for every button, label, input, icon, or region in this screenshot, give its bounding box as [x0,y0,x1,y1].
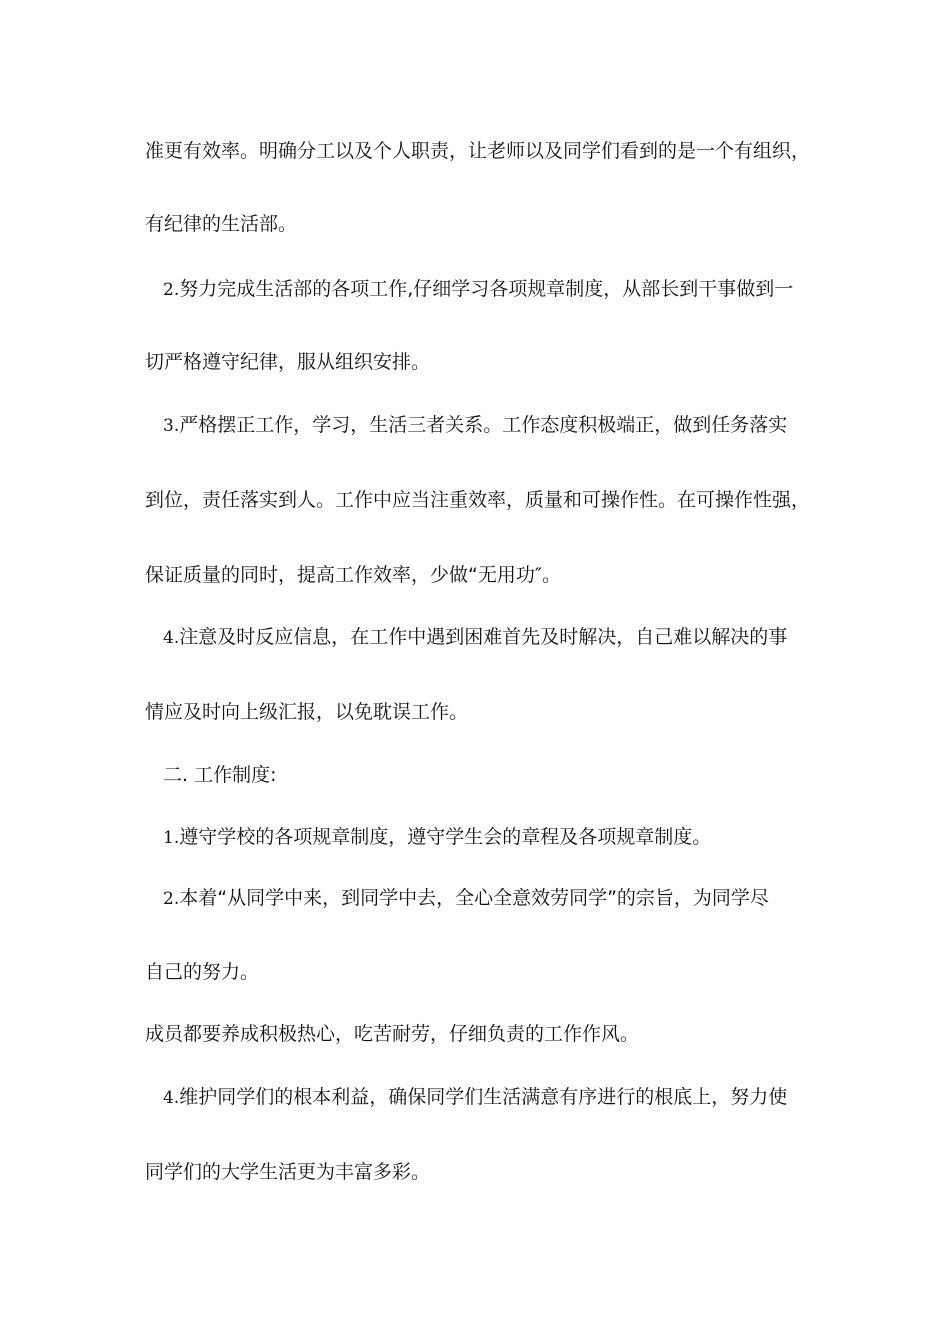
text-line: 情应及时向上级汇报，以免耽误工作。 [145,701,469,723]
list-item: 3.严格摆正工作，学习，生活三者关系。工作态度积极端正，做到任务落实 [163,414,788,436]
text-line: 切严格遵守纪律，服从组织安排。 [145,351,431,373]
list-item: 4.维护同学们的根本利益，确保同学们生活满意有序进行的根底上，努力使 [163,1086,788,1108]
text-line: 准更有效率。明确分工以及个人职责，让老师以及同学们看到的是一个有组织， [145,140,811,162]
list-item: 1.遵守学校的各项规章制度，遵守学生会的章程及各项规章制度。 [163,826,712,848]
list-item: 2.本着“从同学中来，到同学中去，全心全意效劳同学”的宗旨，为同学尽 [163,887,769,909]
item-number: 1. [163,828,180,848]
text-line: 到位，责任落实到人。工作中应当注重效率，质量和可操作性。在可操作性强， [145,489,811,511]
text-line: 保证质量的同时，提高工作效率，少做“无用功″。 [145,564,561,586]
item-number: 2. [163,280,180,300]
item-number: 4. [163,1088,180,1108]
text-line: 有纪律的生活部。 [145,213,298,235]
text-line: 同学们的大学生活更为丰富多彩。 [145,1161,431,1183]
list-item: 4.注意及时反应信息，在工作中遇到困难首先及时解决，自己难以解决的事 [163,626,788,648]
section-heading: 二. 工作制度: [163,764,277,786]
item-number: 4. [163,628,180,648]
list-item: 2.努力完成生活部的各项工作,仔细学习各项规章制度，从部长到干事做到一 [163,278,794,300]
item-number: 2. [163,889,180,909]
item-number: 3. [163,416,180,436]
text-line: 成员都要养成积极热心，吃苦耐劳，仔细负责的工作作风。 [145,1023,640,1045]
text-line: 自己的努力。 [145,961,260,983]
